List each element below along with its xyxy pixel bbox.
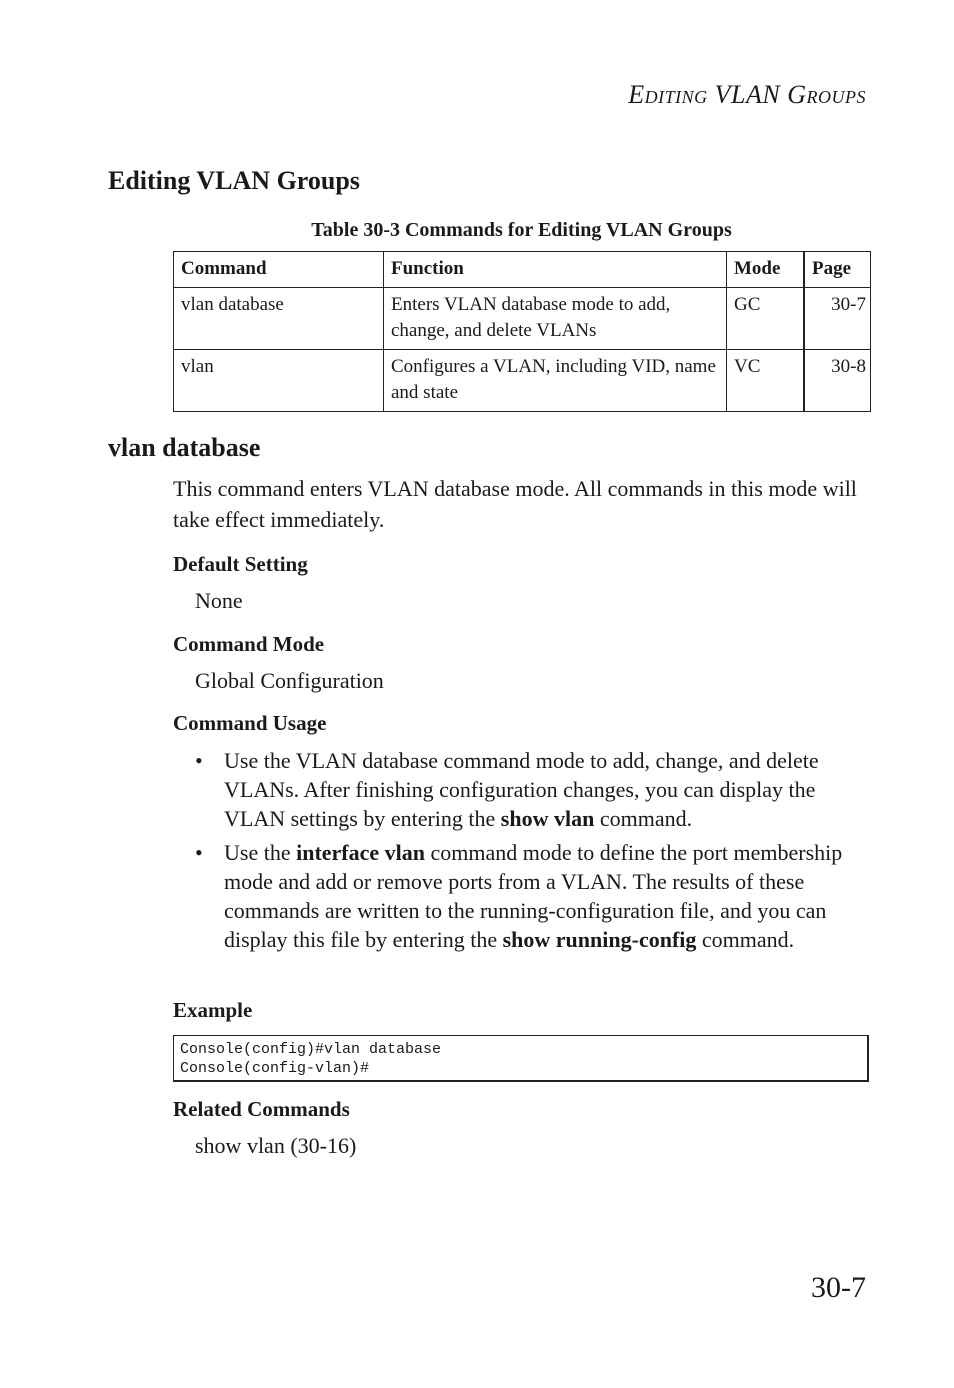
- cell-page: 30-7: [804, 288, 871, 350]
- cell-function: Enters VLAN database mode to add, change, and delete VLANs: [384, 288, 727, 350]
- related-commands-value: show vlan (30-16): [195, 1133, 357, 1158]
- code-line: Console(config-vlan)#: [180, 1060, 370, 1077]
- column-header-function: Function: [384, 252, 727, 288]
- bullet: •: [195, 748, 203, 773]
- list-item: [195, 838, 865, 954]
- command-title: vlan database: [108, 433, 261, 462]
- page-number: 30-7: [811, 1271, 866, 1304]
- column-header-command: Command: [174, 252, 384, 288]
- code-line: Console(config)#vlan database: [180, 1041, 442, 1058]
- column-header-page: Page: [804, 252, 871, 288]
- cell-command: vlan database: [174, 288, 384, 350]
- related-commands-heading: Related Commands: [173, 1097, 350, 1121]
- default-setting-value: None: [195, 588, 243, 613]
- table-row: [174, 288, 871, 350]
- example-heading: Example: [173, 998, 253, 1022]
- table-row: [174, 350, 871, 412]
- commands-table: [173, 251, 871, 412]
- command-mode-heading: Command Mode: [173, 632, 325, 656]
- usage-list: [195, 746, 865, 959]
- cell-mode: VC: [727, 350, 805, 412]
- usage-keyword: interface vlan: [296, 840, 425, 865]
- usage-text: command.: [594, 806, 693, 831]
- usage-text: Use the VLAN database command mode to add, change, and delete VLANs. After finishing configuration changes, you can display the VLAN settings by entering the: [224, 748, 819, 831]
- cell-function: Configures a VLAN, including VID, name and state: [384, 350, 727, 412]
- usage-keyword: show vlan: [500, 806, 595, 831]
- default-setting-heading: Default Setting: [173, 552, 308, 576]
- column-header-mode: Mode: [727, 252, 805, 288]
- table-header-row: [174, 252, 871, 288]
- bullet: •: [195, 840, 203, 865]
- usage-text: command.: [696, 927, 795, 952]
- command-mode-value: Global Configuration: [195, 668, 384, 693]
- running-header: EDITING VLAN GROUPS: [628, 80, 866, 109]
- usage-keyword: show running-config: [502, 927, 697, 952]
- list-item: [195, 746, 865, 833]
- usage-text: Use the: [224, 840, 297, 865]
- cell-page: 30-8: [804, 350, 871, 412]
- usage-text: command mode to define the port membership mode and add or remove ports from a VLAN. The results of these commands are written to the running-configuration file, and you can display this file by entering the: [224, 840, 843, 952]
- section-title: Editing VLAN Groups: [108, 166, 360, 195]
- command-description: This command enters VLAN database mode. All commands in this mode will take effect immediately.: [173, 476, 857, 532]
- table-caption: Table 30-3 Commands for Editing VLAN Groups: [311, 219, 732, 241]
- code-example: [173, 1035, 869, 1082]
- command-usage-heading: Command Usage: [173, 711, 327, 735]
- cell-command: vlan: [174, 350, 384, 412]
- cell-mode: GC: [727, 288, 805, 350]
